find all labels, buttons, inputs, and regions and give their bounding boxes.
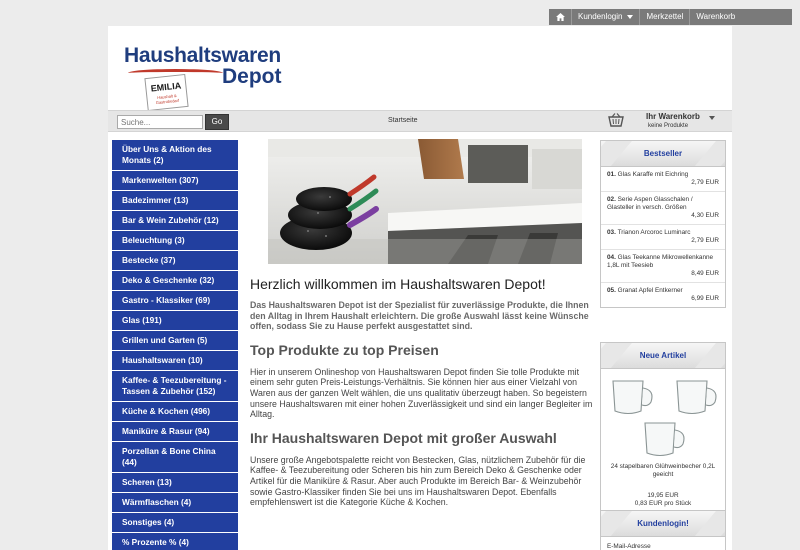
kundenlogin-box xyxy=(600,510,726,550)
section-heading-top-produkte: Top Produkte zu top Preisen xyxy=(250,341,439,358)
hero-kitchen-pans-illustration xyxy=(268,139,582,264)
bestseller-item[interactable] xyxy=(601,192,725,225)
category-link[interactable]: Beleuchtung (3) xyxy=(112,231,238,251)
logo-line-2: Depot xyxy=(222,65,282,88)
login-form xyxy=(601,537,725,550)
category-link[interactable]: Über Uns & Aktion des Monats (2) xyxy=(112,140,238,171)
category-link[interactable]: Bar & Wein Zubehör (12) xyxy=(112,211,238,231)
page-title: Herzlich willkommen im Haushaltswaren Depot! xyxy=(250,276,546,292)
bestseller-price: 8,49 EUR xyxy=(691,270,719,277)
section-text-auswahl: Unsere große Angebotspalette reicht von Bestecken, Glas, nützlichem Zubehör für die Kaffee- & Teezubereitung oder Scheren bis hin zum Bereich Deko & Geschenke oder Artikel für die Maniküre & Rasur. Aber auch Produkte im Bereich Bar- & Weinzubehör sowie Gastro-Klassiker finden Sie bei uns im Haushaltswaren Depot. Ebenfalls empfehlenswert ist die Kategorie Küche & Kochen. xyxy=(250,454,586,508)
category-link[interactable]: Badezimmer (13) xyxy=(112,191,238,211)
neue-artikel-box xyxy=(600,342,726,515)
section-heading-auswahl: Ihr Haushaltswaren Depot mit großer Auswahl xyxy=(250,429,557,446)
kundenlogin-menu[interactable] xyxy=(571,9,639,25)
neue-artikel-product[interactable] xyxy=(601,371,725,514)
bestseller-item[interactable] xyxy=(601,283,725,307)
bestseller-item[interactable] xyxy=(601,250,725,283)
cart-summary[interactable] xyxy=(600,111,732,133)
neue-artikel-price: 19,95 EUR xyxy=(647,492,679,499)
category-link[interactable]: Grillen und Garten (5) xyxy=(112,331,238,351)
chevron-down-icon xyxy=(709,116,715,120)
chevron-down-icon xyxy=(627,15,633,19)
bestseller-name: Granat Apfel Entkerner xyxy=(617,287,683,294)
bestseller-rank: 03. xyxy=(607,229,616,236)
category-nav xyxy=(112,140,238,550)
bestseller-list xyxy=(601,167,725,307)
search-bar-row xyxy=(108,110,732,132)
bestseller-name: Trianon Arcoroc Luminarc xyxy=(617,229,691,236)
top-bar xyxy=(549,9,792,25)
category-link[interactable]: Sonstiges (4) xyxy=(112,513,238,533)
product-image-glass-mugs xyxy=(603,371,723,463)
bestseller-item[interactable] xyxy=(601,167,725,192)
section-text-top-produkte: Hier in unserem Onlineshop von Haushaltswaren Depot finden Sie tolle Produkte mit einem sehr guten Preis-Leistungs-Verhältnis. Sie können hier aus einer Vielzahl von Waren aus der ganzen Welt wählen, die uns qualitativ überzeugt haben. So begeistern unsere Haushaltswaren mit einer hohen Zuverlässigkeit und sind ein langer Begleiter im Alltag. xyxy=(250,366,593,420)
bestseller-title: Bestseller xyxy=(643,149,683,158)
category-link[interactable]: Wärmflaschen (4) xyxy=(112,493,238,513)
bestseller-rank: 04. xyxy=(607,254,616,261)
neue-artikel-title: Neue Artikel xyxy=(639,351,687,360)
warenkorb-link[interactable]: Warenkorb xyxy=(689,9,741,25)
search-input[interactable] xyxy=(117,115,203,129)
cart-status: keine Produkte xyxy=(648,123,689,129)
kundenlogin-label: Kundenlogin xyxy=(578,12,623,21)
category-link[interactable]: Bestecke (37) xyxy=(112,251,238,271)
category-link[interactable]: Gastro - Klassiker (69) xyxy=(112,291,238,311)
category-link[interactable]: Scheren (13) xyxy=(112,473,238,493)
kundenlogin-title: Kundenlogin! xyxy=(637,519,689,528)
category-link[interactable]: Maniküre & Rasur (94) xyxy=(112,422,238,442)
home-icon xyxy=(556,13,565,21)
logo-badge-name: EMILIA xyxy=(150,80,182,94)
bestseller-rank: 05. xyxy=(607,287,616,294)
category-link[interactable]: Deko & Geschenke (32) xyxy=(112,271,238,291)
bestseller-price: 2,79 EUR xyxy=(691,179,719,186)
kundenlogin-header xyxy=(601,511,725,537)
logo-line-1: Haushaltswaren xyxy=(124,44,281,67)
breadcrumb[interactable]: Startseite xyxy=(388,117,418,124)
bestseller-price: 4,30 EUR xyxy=(691,212,719,219)
email-label: E-Mail-Adresse xyxy=(607,543,651,550)
bestseller-rank: 02. xyxy=(607,196,616,203)
intro-text: Das Haushaltswaren Depot ist der Spezialist für zuverlässige Produkte, die Ihnen den Alltag in Ihrem Haushalt erleichtern. Die große Auswahl lässt keine Wünsche offen, sodass Sie zu Hause perfekt ausgestattet sind. xyxy=(250,300,589,332)
bestseller-price: 6,99 EUR xyxy=(691,295,719,302)
neue-artikel-header xyxy=(601,343,725,369)
bestseller-name: Glas Teekanne Mikrowellenkanne 1,8L mit Teesieb xyxy=(607,254,714,269)
neue-artikel-unit-price: 0,83 EUR pro Stück xyxy=(634,500,692,507)
bestseller-item[interactable] xyxy=(601,225,725,250)
bestseller-name: Serie Aspen Glasschalen / Glasteller in versch. Größen xyxy=(607,196,693,211)
logo-badge-sub: Haushalt & Gastrobedarf xyxy=(155,92,180,106)
hero-banner-image xyxy=(268,139,582,264)
category-link[interactable]: Kaffee- & Teezubereitung - Tassen & Zubehör (152) xyxy=(112,371,238,402)
bestseller-name: Glas Karaffe mit Eichring xyxy=(617,171,689,178)
category-link[interactable]: Glas (191) xyxy=(112,311,238,331)
bestseller-header xyxy=(601,141,725,167)
category-link[interactable]: Haushaltswaren (10) xyxy=(112,351,238,371)
shopping-basket-icon xyxy=(608,113,624,127)
category-link[interactable]: % Prozente % (4) xyxy=(112,533,238,550)
category-link[interactable]: Küche & Kochen (496) xyxy=(112,402,238,422)
main-content xyxy=(250,276,600,508)
logo-badge xyxy=(144,74,188,111)
neue-artikel-name: 24 stapelbaren Glühweinbecher 0,2L geeicht xyxy=(610,463,716,478)
bestseller-rank: 01. xyxy=(607,171,616,178)
category-link[interactable]: Porzellan & Bone China (44) xyxy=(112,442,238,473)
home-link[interactable] xyxy=(549,9,571,25)
search-button[interactable]: Go xyxy=(205,114,229,130)
cart-title: Ihr Warenkorb xyxy=(646,112,700,121)
shop-logo[interactable] xyxy=(124,44,289,104)
merkzettel-link[interactable]: Merkzettel xyxy=(639,9,689,25)
bestseller-price: 2,79 EUR xyxy=(691,237,719,244)
category-link[interactable]: Markenwelten (307) xyxy=(112,171,238,191)
page-container xyxy=(108,26,732,550)
bestseller-box xyxy=(600,140,726,308)
